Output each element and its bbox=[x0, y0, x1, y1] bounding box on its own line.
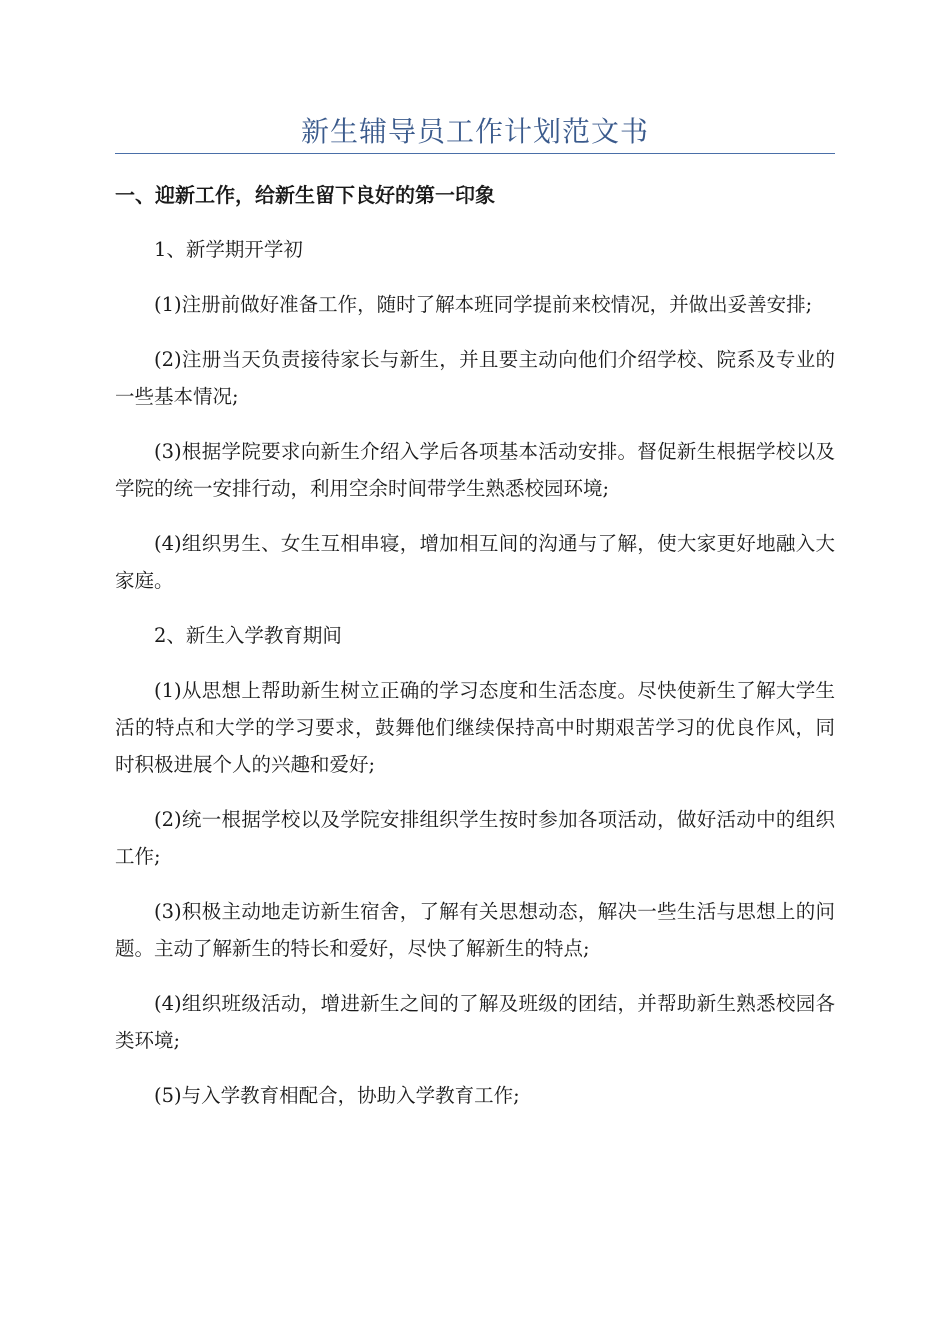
list-item: (3)根据学院要求向新生介绍入学后各项基本活动安排。督促新生根据学校以及学院的统一安排行动，利用空余时间带学生熟悉校园环境; bbox=[115, 440, 835, 500]
title-underline bbox=[115, 153, 835, 154]
document-title: 新生辅导员工作计划范文书 bbox=[300, 115, 649, 148]
section-heading: 一、迎新工作，给新生留下良好的第一印象 bbox=[115, 183, 495, 207]
list-item: (5)与入学教育相配合，协助入学教育工作; bbox=[154, 1084, 520, 1107]
list-item: (2)注册当天负责接待家长与新生，并且要主动向他们介绍学校、院系及专业的一些基本情况; bbox=[115, 348, 835, 408]
subsection-label: 2、新生入学教育期间 bbox=[154, 624, 342, 647]
list-item: (4)组织班级活动，增进新生之间的了解及班级的团结，并帮助新生熟悉校园各类环境; bbox=[115, 992, 835, 1052]
list-item: (4)组织男生、女生互相串寝，增加相互间的沟通与了解，使大家更好地融入大家庭。 bbox=[115, 532, 835, 592]
list-item: (2)统一根据学校以及学院安排组织学生按时参加各项活动，做好活动中的组织工作; bbox=[115, 808, 835, 868]
subsection-label: 1、新学期开学初 bbox=[154, 238, 303, 261]
list-item: (1)注册前做好准备工作，随时了解本班同学提前来校情况，并做出妥善安排; bbox=[154, 293, 813, 316]
list-item: (1)从思想上帮助新生树立正确的学习态度和生活态度。尽快使新生了解大学生活的特点和大学的学习要求，鼓舞他们继续保持高中时期艰苦学习的优良作风，同时积极进展个人的兴趣和爱好; bbox=[115, 679, 835, 776]
list-item: (3)积极主动地走访新生宿舍，了解有关思想动态，解决一些生活与思想上的问题。主动了解新生的特长和爱好，尽快了解新生的特点; bbox=[115, 900, 835, 960]
document-body bbox=[115, 176, 835, 1132]
